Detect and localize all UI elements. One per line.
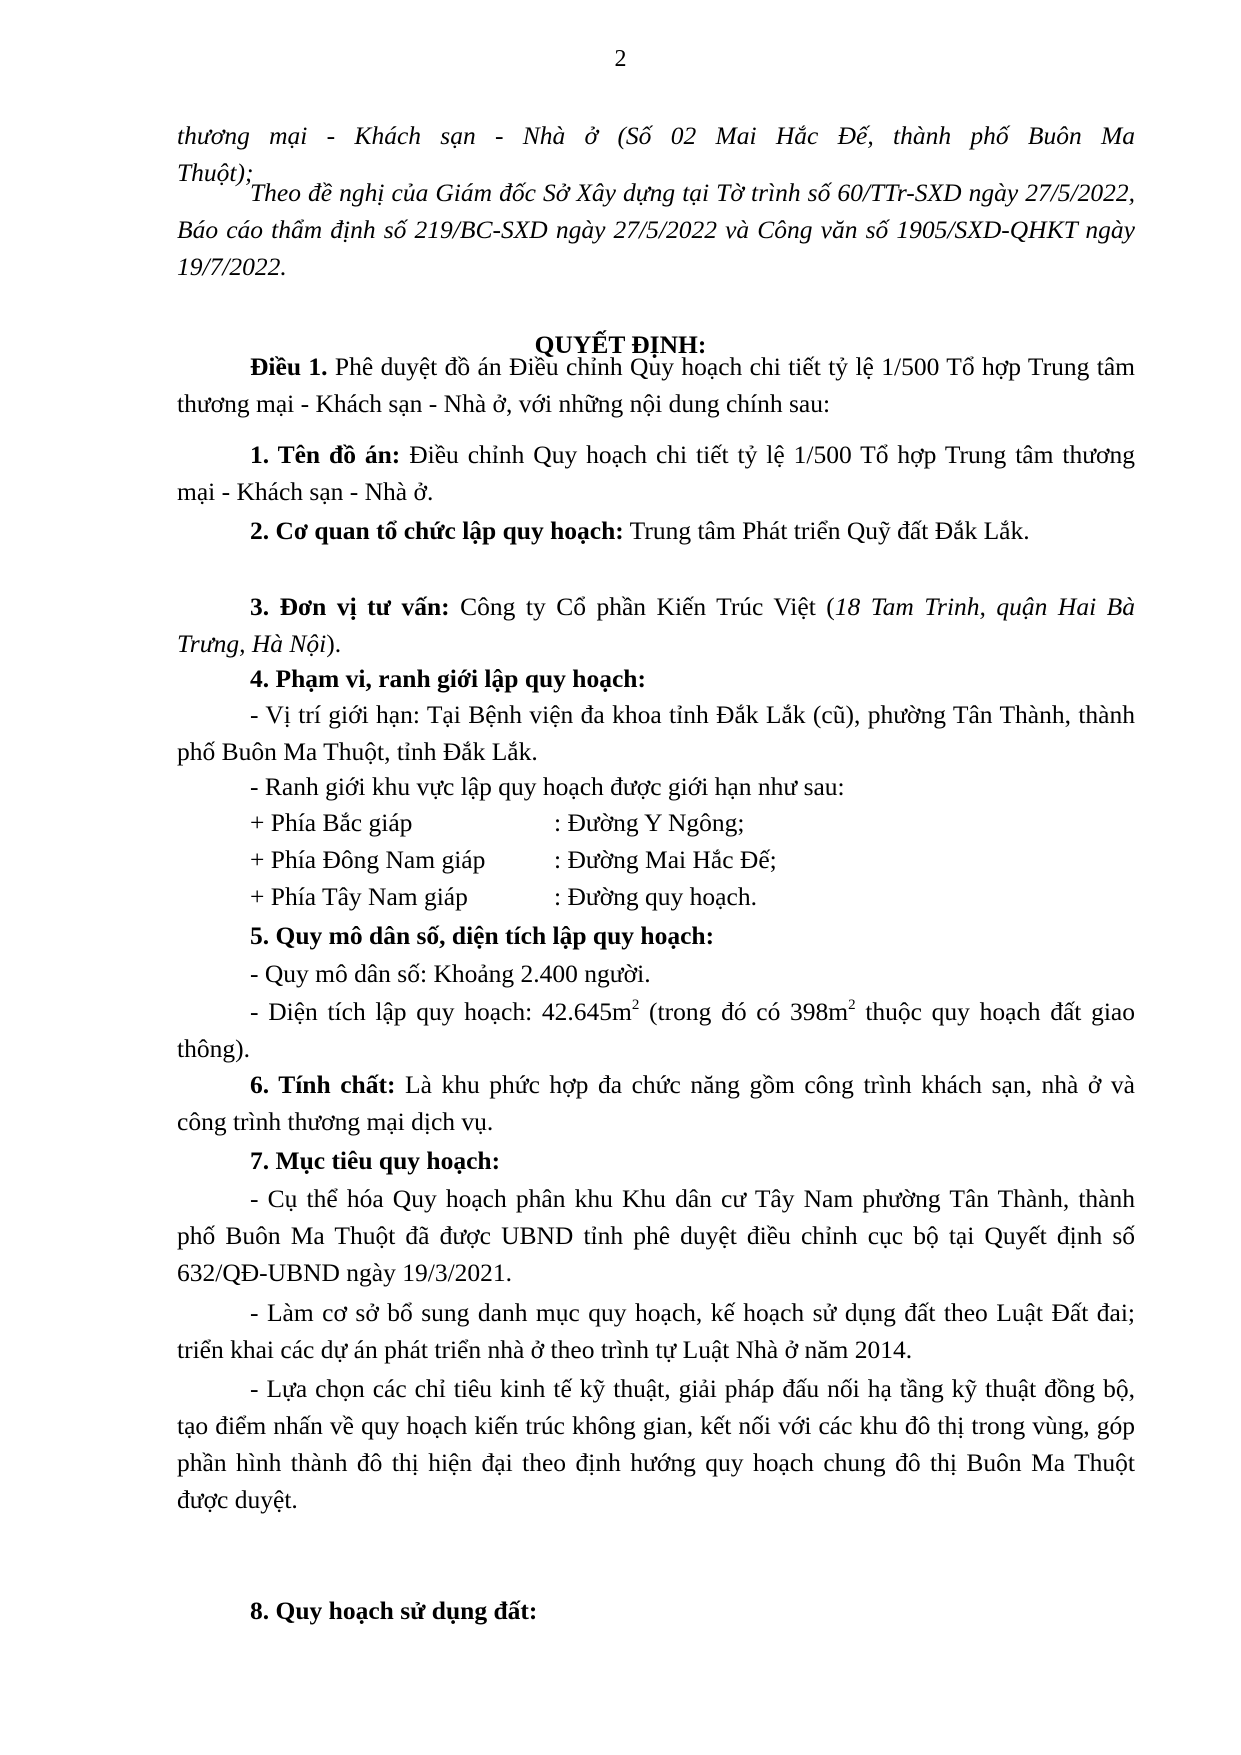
item-5-heading: 5. Quy mô dân số, diện tích lập quy hoạch:	[250, 921, 715, 950]
boundary-row-southwest: + Phía Tây Nam giáp : Đường quy hoạch.	[250, 882, 757, 911]
boundary-row-southeast: + Phía Đông Nam giáp : Đường Mai Hắc Đế;	[250, 845, 777, 874]
item-7-heading: 7. Mục tiêu quy hoạch:	[250, 1146, 501, 1175]
item-1	[177, 436, 1135, 510]
item-8-heading: 8. Quy hoạch sử dụng đất:	[250, 1596, 538, 1625]
item-6-label: 6. Tính chất:	[250, 1070, 396, 1099]
item-2-text: Trung tâm Phát triển Quỹ đất Đắk Lắk.	[623, 516, 1030, 545]
item-1-text: Điều chỉnh Quy hoạch chi tiết tỷ lệ 1/500 Tổ hợp Trung tâm thương mại - Khách sạn - Nhà ở.	[177, 440, 1136, 506]
article-1-text: Phê duyệt đồ án Điều chỉnh Quy hoạch chi tiết tỷ lệ 1/500 Tổ hợp Trung tâm thương mại - Khách sạn - Nhà ở, với những nội dung chính sau:	[177, 352, 1135, 418]
article-1	[177, 348, 1135, 422]
item-4-boundary-intro: - Ranh giới khu vực lập quy hoạch được giới hạn như sau:	[250, 772, 845, 801]
item-5-area: - Diện tích lập quy hoạch: $42.645m^2$ (trong đó có $398m^2$ thuộc quy hoạch đất giao thông).	[177, 997, 1135, 1063]
item-7-bullet-2: - Làm cơ sở bổ sung danh mục quy hoạch, kế hoạch sử dụng đất theo Luật Đất đai; triển khai các dự án phát triển nhà ở theo trình tự Luật Nhà ở năm 2014.	[177, 1298, 1135, 1364]
item-1-label: 1. Tên đồ án:	[250, 440, 401, 469]
continuation-line-1: thương mại - Khách sạn - Nhà ở (Số 02 Mai Hắc Đế, thành phố Buôn Ma	[177, 121, 1135, 150]
item-7-bullet-1: - Cụ thể hóa Quy hoạch phân khu Khu dân cư Tây Nam phường Tân Thành, thành phố Buôn Ma Thuột đã được UBND tỉnh phê duyệt điều chỉnh cục bộ tại Quyết định số 632/QĐ-UBND ngày 19/3/2021.	[177, 1184, 1135, 1287]
item-3-address: 18 Tam Trinh, quận Hai Bà Trưng, Hà Nội	[177, 592, 1135, 658]
item-5-population: - Quy mô dân số: Khoảng 2.400 người.	[250, 959, 651, 988]
decision-title: QUYẾT ĐỊNH:	[534, 330, 707, 359]
proposal-paragraph: Theo đề nghị của Giám đốc Sở Xây dựng tại Tờ trình số 60/TTr-SXD ngày 27/5/2022, Báo cáo thẩm định số 219/BC-SXD ngày 27/5/2022 và Công văn số 1905/SXD-QHKT ngày 19/7/2022.	[177, 178, 1135, 281]
item-2-label: 2. Cơ quan tổ chức lập quy hoạch:	[250, 516, 624, 545]
item-7-bullet-3: - Lựa chọn các chỉ tiêu kinh tế kỹ thuật, giải pháp đấu nối hạ tầng kỹ thuật đồng bộ, tạo điểm nhấn về quy hoạch kiến trúc không gian, kết nối với các khu đô thị trong vùng, góp phần hình thành đô thị hiện đại theo định hướng quy hoạch chung đô thị Buôn Ma Thuột được duyệt.	[177, 1374, 1135, 1514]
item-3-label: 3. Đơn vị tư vấn:	[250, 592, 450, 621]
page-number: 2	[614, 46, 627, 72]
item-6	[177, 1066, 1135, 1140]
item-3	[177, 588, 1135, 662]
item-4-location: - Vị trí giới hạn: Tại Bệnh viện đa khoa tỉnh Đắk Lắk (cũ), phường Tân Thành, thành phố Buôn Ma Thuột, tỉnh Đắk Lắk.	[177, 700, 1135, 766]
item-3-text: Công ty Cổ phần Kiến Trúc Việt (	[449, 592, 835, 621]
boundary-row-north: + Phía Bắc giáp : Đường Y Ngông;	[250, 808, 745, 837]
item-6-text: Là khu phức hợp đa chức năng gồm công trình khách sạn, nhà ở và công trình thương mại dịch vụ.	[177, 1070, 1135, 1136]
item-4-heading: 4. Phạm vi, ranh giới lập quy hoạch:	[250, 664, 646, 693]
continuation-line-2: Thuột);	[177, 158, 254, 187]
item-3-close: ).	[326, 629, 342, 658]
article-1-label: Điều 1.	[250, 352, 328, 381]
item-2	[177, 512, 1135, 549]
